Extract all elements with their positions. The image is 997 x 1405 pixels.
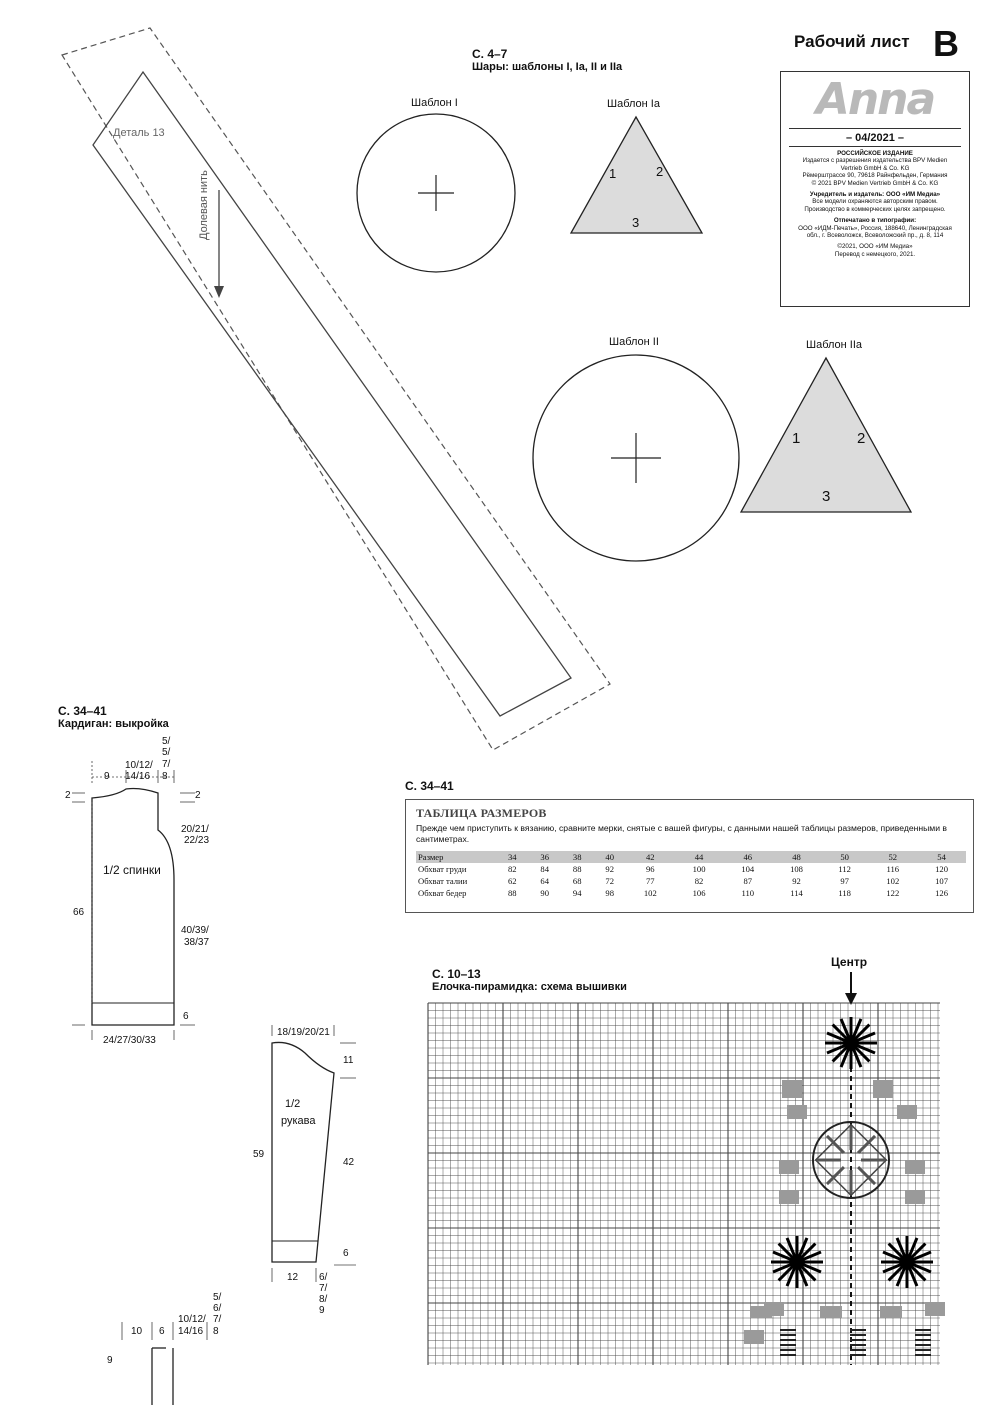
size-table-title: ТАБЛИЦА РАЗМЕРОВ bbox=[416, 806, 547, 820]
satin-block bbox=[925, 1302, 945, 1316]
star-stitch-top bbox=[825, 1017, 877, 1069]
dim: 9 bbox=[104, 771, 110, 782]
dim: 22/23 bbox=[184, 835, 210, 846]
size-table-cell: 92 bbox=[605, 864, 614, 874]
dim: 10/12/ bbox=[125, 760, 153, 771]
size-table-row bbox=[416, 875, 966, 887]
template-ia-label: Шаблон Ia bbox=[607, 98, 660, 110]
size-table-header-cell: 34 bbox=[496, 851, 528, 863]
satin-block bbox=[905, 1190, 925, 1204]
dim: 8/ bbox=[319, 1294, 328, 1305]
size-table-cell: 126 bbox=[935, 888, 949, 898]
dim: 9 bbox=[107, 1355, 113, 1366]
size-table-cell: 87 bbox=[743, 876, 753, 886]
size-table-box bbox=[405, 799, 974, 913]
dim: 42 bbox=[343, 1157, 355, 1168]
triangle-iia-side-3: 3 bbox=[822, 488, 831, 505]
star-stitch-right bbox=[881, 1236, 933, 1288]
imprint-line: обл., г. Всеволожск, Всеволожский пр., д. 8, 114 bbox=[806, 232, 944, 240]
template-ii-label: Шаблон II bbox=[609, 336, 659, 348]
size-table-cell: 96 bbox=[646, 864, 655, 874]
dim: 8 bbox=[213, 1326, 219, 1337]
ornament-ray bbox=[858, 1136, 875, 1153]
issue-number: – 04/2021 – bbox=[845, 132, 905, 144]
triangle-iia-side-2: 2 bbox=[857, 430, 866, 447]
size-table-cell: 82 bbox=[694, 876, 704, 886]
size-table-cell: 112 bbox=[838, 864, 851, 874]
dim: 59 bbox=[253, 1149, 265, 1160]
satin-block bbox=[820, 1306, 842, 1318]
dim: 2 bbox=[195, 790, 201, 801]
cardigan-subtitle: Кардиган: выкройка bbox=[58, 718, 169, 730]
cardigan-section-title bbox=[58, 705, 169, 731]
template-i-label: Шаблон I bbox=[411, 97, 458, 109]
size-table-cell: 72 bbox=[605, 876, 614, 886]
size-table-cell: 114 bbox=[790, 888, 803, 898]
imprint-line: Рёмерштрассе 90, 79618 Райнфельден, Германия bbox=[802, 172, 948, 180]
size-table-cell: 92 bbox=[792, 876, 801, 886]
dim: 14/16 bbox=[125, 771, 151, 782]
dim: 40/39/ bbox=[181, 925, 209, 936]
imprint-box bbox=[780, 71, 970, 307]
dim: 11 bbox=[343, 1055, 354, 1066]
imprint-line: Отпечатано в типографии: bbox=[833, 217, 917, 225]
imprint-line: Все модели охраняются авторским правом. bbox=[812, 198, 938, 206]
dim: 18/19/20/21 bbox=[277, 1027, 330, 1038]
dim: 7/ bbox=[213, 1314, 222, 1325]
dim: 6/ bbox=[213, 1303, 222, 1314]
dim: 5/ bbox=[162, 736, 171, 747]
dim: 8 bbox=[162, 771, 168, 782]
size-table-cell: 68 bbox=[572, 876, 582, 886]
size-table-cell: 64 bbox=[540, 876, 550, 886]
size-table-cell: 122 bbox=[886, 888, 900, 898]
sleeve-label-2: рукава bbox=[281, 1115, 316, 1127]
imprint-line: © 2021 BPV Medien Vertrieb GmbH & Co. KG bbox=[811, 179, 939, 187]
size-table-header-cell: Размер bbox=[416, 851, 496, 863]
size-table-header-cell: 36 bbox=[528, 851, 560, 863]
sizes-page-ref: С. 34–41 bbox=[405, 779, 454, 793]
size-table-header-cell: 40 bbox=[593, 851, 625, 863]
size-table-intro: Прежде чем приступить к вязанию, сравните мерки, снятые с вашей фигуры, с данными нашей таблицы размеров, приведенными в сантиметрах. bbox=[416, 823, 947, 844]
size-table-cell: 110 bbox=[741, 888, 755, 898]
sleeve-label-1: 1/2 bbox=[285, 1098, 301, 1110]
dim: 66 bbox=[73, 907, 85, 918]
triangle-ia-side-2: 2 bbox=[656, 164, 664, 179]
template-iia-label: Шаблон IIa bbox=[806, 339, 863, 351]
balls-section-title bbox=[472, 48, 622, 74]
imprint-line: Производство в коммерческих целях запрещено. bbox=[804, 205, 946, 213]
size-table-cell: Обхват бедер bbox=[418, 888, 467, 898]
satin-block bbox=[905, 1160, 925, 1174]
balls-subtitle: Шары: шаблоны I, Ia, II и IIa bbox=[472, 61, 623, 73]
dim: 24/27/30/33 bbox=[103, 1035, 156, 1046]
embroidery-page-ref: С. 10–13 bbox=[432, 967, 481, 981]
anna-logo: Anna bbox=[815, 74, 935, 125]
size-table-cell: 77 bbox=[646, 876, 655, 886]
size-table-cell: 100 bbox=[692, 864, 706, 874]
balls-page-ref: С. 4–7 bbox=[472, 47, 508, 61]
size-table-cell: 102 bbox=[643, 888, 657, 898]
embroidery-section-title bbox=[432, 968, 627, 994]
dim: 10/12/ bbox=[178, 1314, 206, 1325]
grain-line-label: Долевая нить bbox=[198, 170, 210, 240]
size-table-cell: 120 bbox=[935, 864, 949, 874]
imprint-line: Перевод с немецкого, 2021. bbox=[834, 250, 916, 258]
size-table-cell: 104 bbox=[741, 864, 755, 874]
size-table-cell: Обхват талии bbox=[418, 876, 468, 886]
dim: 7/ bbox=[162, 759, 171, 770]
dim: 6/ bbox=[319, 1272, 328, 1283]
dim: 6 bbox=[343, 1248, 349, 1259]
size-table-header-cell: 38 bbox=[561, 851, 593, 863]
size-table-cell: 90 bbox=[540, 888, 550, 898]
dim: 10 bbox=[131, 1326, 143, 1337]
size-table-cell: 107 bbox=[935, 876, 949, 886]
imprint-line: РОССИЙСКОЕ ИЗДАНИЕ bbox=[837, 150, 913, 157]
satin-block bbox=[779, 1190, 799, 1204]
star-stitch-left bbox=[771, 1236, 823, 1288]
embroidery-subtitle: Елочка-пирамидка: схема вышивки bbox=[432, 981, 627, 993]
size-table-header-cell: 42 bbox=[626, 851, 675, 863]
imprint-line: ©2021, ООО «ИМ Медиа» bbox=[837, 243, 913, 251]
satin-block bbox=[750, 1306, 772, 1318]
satin-block bbox=[782, 1080, 802, 1098]
size-table-cell: 118 bbox=[838, 888, 851, 898]
size-table-cell: 88 bbox=[507, 888, 517, 898]
dim: 9 bbox=[319, 1305, 325, 1316]
size-table-header-cell: 46 bbox=[723, 851, 772, 863]
size-table-cell: 116 bbox=[886, 864, 900, 874]
size-table-cell: 84 bbox=[540, 864, 550, 874]
imprint-line: ООО «ИДМ-Печать», Россия, 188640, Ленинградская bbox=[798, 224, 952, 232]
dim: 14/16 bbox=[178, 1326, 204, 1337]
size-table-header-cell: 44 bbox=[675, 851, 724, 863]
size-table-cell: 88 bbox=[572, 864, 582, 874]
dim: 6 bbox=[183, 1011, 189, 1022]
size-table-cell: 82 bbox=[507, 864, 517, 874]
satin-block bbox=[897, 1105, 917, 1119]
satin-block bbox=[880, 1306, 902, 1318]
imprint-line: Издается с разрешения издательства BPV Medien bbox=[802, 157, 948, 165]
satin-block bbox=[787, 1105, 807, 1119]
triangle-iia-side-1: 1 bbox=[792, 430, 801, 447]
imprint-line: Vertrieb GmbH & Co. KG bbox=[840, 164, 910, 172]
size-table-cell: Обхват груди bbox=[418, 864, 467, 874]
size-table-header-cell: 52 bbox=[868, 851, 917, 863]
worksheet-letter: B bbox=[933, 23, 959, 64]
size-table-cell: 97 bbox=[840, 876, 849, 886]
dim: 5/ bbox=[162, 747, 171, 758]
cardigan-page-ref: С. 34–41 bbox=[58, 704, 107, 718]
size-table-header-cell: 48 bbox=[772, 851, 821, 863]
ornament-ray bbox=[827, 1136, 844, 1153]
size-table-header bbox=[416, 851, 966, 863]
size-table-header-cell: 54 bbox=[917, 851, 966, 863]
triangle-ia-side-3: 3 bbox=[632, 215, 640, 230]
dim: 5/ bbox=[213, 1292, 222, 1303]
satin-block bbox=[779, 1160, 799, 1174]
size-table-row bbox=[416, 863, 966, 875]
center-label: Центр bbox=[831, 955, 868, 969]
size-table-cell: 62 bbox=[507, 876, 517, 886]
worksheet-title: Рабочий лист bbox=[794, 32, 910, 51]
dim: 7/ bbox=[319, 1283, 328, 1294]
back-piece-label: 1/2 спинки bbox=[103, 863, 161, 877]
dim: 2 bbox=[65, 790, 71, 801]
imprint-line: Учредитель и издатель: ООО «ИМ Медиа» bbox=[809, 191, 941, 199]
dim: 38/37 bbox=[184, 937, 210, 948]
detail13-label: Деталь 13 bbox=[113, 127, 165, 139]
size-table-cell: 98 bbox=[605, 888, 614, 898]
triangle-ia-side-1: 1 bbox=[609, 166, 617, 181]
size-table-row bbox=[416, 887, 966, 899]
size-table-cell: 106 bbox=[692, 888, 706, 898]
dim: 12 bbox=[287, 1272, 299, 1283]
satin-block bbox=[873, 1080, 893, 1098]
satin-block bbox=[744, 1330, 764, 1344]
dim: 20/21/ bbox=[181, 824, 209, 835]
dim: 6 bbox=[159, 1326, 165, 1337]
size-table bbox=[416, 851, 966, 899]
size-table-header-cell: 50 bbox=[821, 851, 869, 863]
size-table-cell: 102 bbox=[886, 876, 900, 886]
size-table-cell: 94 bbox=[572, 888, 582, 898]
size-table-cell: 108 bbox=[790, 864, 803, 874]
